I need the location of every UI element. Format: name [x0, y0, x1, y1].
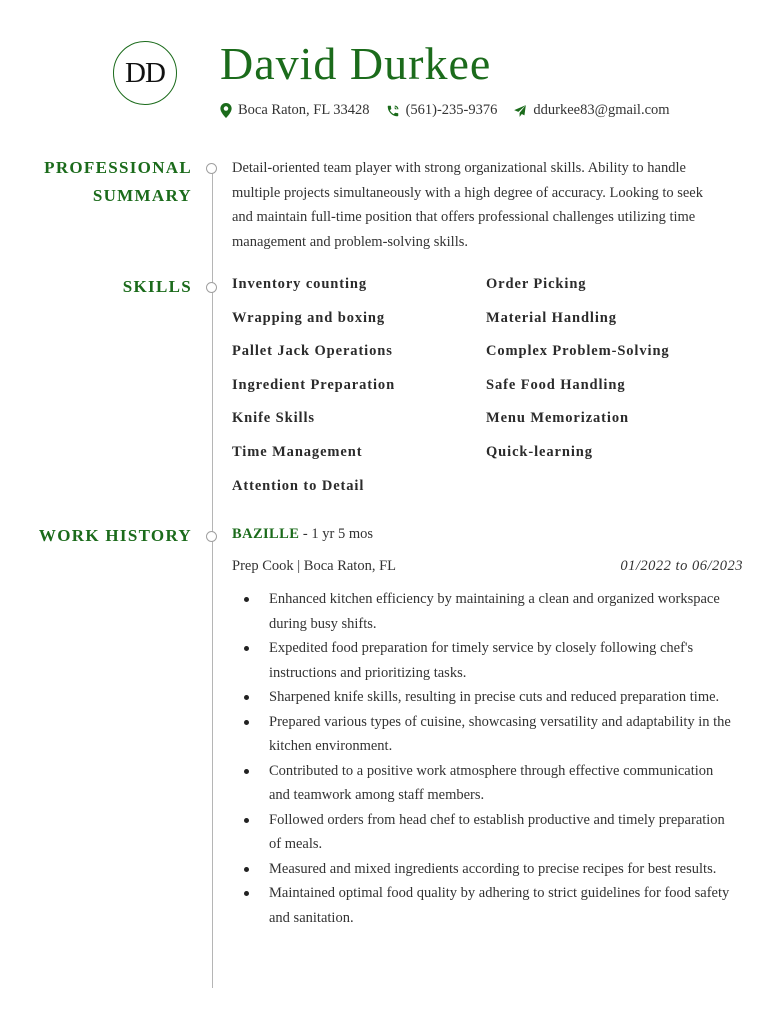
skill-item: Complex Problem-Solving [486, 343, 670, 360]
list-item: Maintained optimal food quality by adhering to strict guidelines for food safety and sanitation. [232, 881, 737, 930]
initials: DD [125, 56, 165, 89]
list-item: Expedited food preparation for timely service by closely following chef's instructions and prioritizing tasks. [232, 636, 737, 685]
location-text: Boca Raton, FL 33428 [238, 102, 370, 118]
map-pin-icon [220, 103, 232, 118]
contact-info [220, 102, 686, 119]
company-name: BAZILLE [232, 526, 300, 542]
timeline-node-work [206, 531, 217, 542]
section-title-summary: PROFESSIONAL SUMMARY [44, 158, 192, 205]
skill-item: Inventory counting [232, 276, 368, 292]
list-item: Prepared various types of cuisine, showcasing versatility and adaptability in the kitchen environment. [232, 710, 737, 759]
skill-item: Menu Memorization [486, 410, 629, 427]
skill-item: Knife Skills [232, 410, 315, 427]
skill-item: Time Management [232, 443, 363, 460]
section-title-work-history: WORK HISTORY [38, 526, 192, 545]
job-duration: - 1 yr 5 mos [299, 526, 373, 542]
job-bullets [232, 587, 737, 930]
candidate-name: David Durkee [220, 38, 492, 89]
email-text: ddurkee83@gmail.com [533, 102, 670, 118]
job-header [232, 526, 373, 543]
phone-text: (561)-235-9376 [405, 102, 498, 118]
skill-item: Attention to Detail [232, 477, 365, 494]
skill-item: Pallet Jack Operations [232, 343, 393, 360]
list-item: Contributed to a positive work atmosphere through effective communication and teamwork among staff members. [232, 759, 737, 808]
send-icon [513, 104, 527, 118]
timeline-node-summary [206, 163, 217, 174]
skill-item: Quick-learning [486, 443, 593, 460]
job-dates: 01/2022 to 06/2023 [620, 558, 743, 574]
skill-item: Material Handling [486, 309, 617, 326]
skill-item: Ingredient Preparation [232, 376, 396, 393]
skill-item: Safe Food Handling [486, 376, 626, 393]
section-title-skills: SKILLS [122, 277, 192, 296]
job-role: Prep Cook | Boca Raton, FL [232, 558, 397, 574]
skills-grid [232, 276, 732, 511]
contact-phone [386, 102, 498, 119]
skill-item: Order Picking [486, 276, 587, 292]
summary-text: Detail-oriented team player with strong organizational skills. Ability to handle multiple projects simultaneously with a high degree of accuracy. Looking to seek and maintain full-time position that offers professional challenges utilizing time management and problem-solving skills. [232, 160, 703, 250]
timeline-node-skills [206, 282, 217, 293]
skill-item: Wrapping and boxing [232, 309, 386, 326]
list-item: Enhanced kitchen efficiency by maintaining a clean and organized workspace during busy shifts. [232, 587, 737, 636]
contact-email [513, 102, 669, 119]
contact-location [220, 102, 370, 119]
list-item: Sharpened knife skills, resulting in precise cuts and reduced preparation time. [232, 685, 737, 710]
list-item: Measured and mixed ingredients according to precise recipes for best results. [232, 857, 737, 882]
list-item: Followed orders from head chef to establish productive and timely preparation of meals. [232, 808, 737, 857]
monogram-avatar [113, 41, 177, 105]
phone-icon [386, 104, 400, 118]
